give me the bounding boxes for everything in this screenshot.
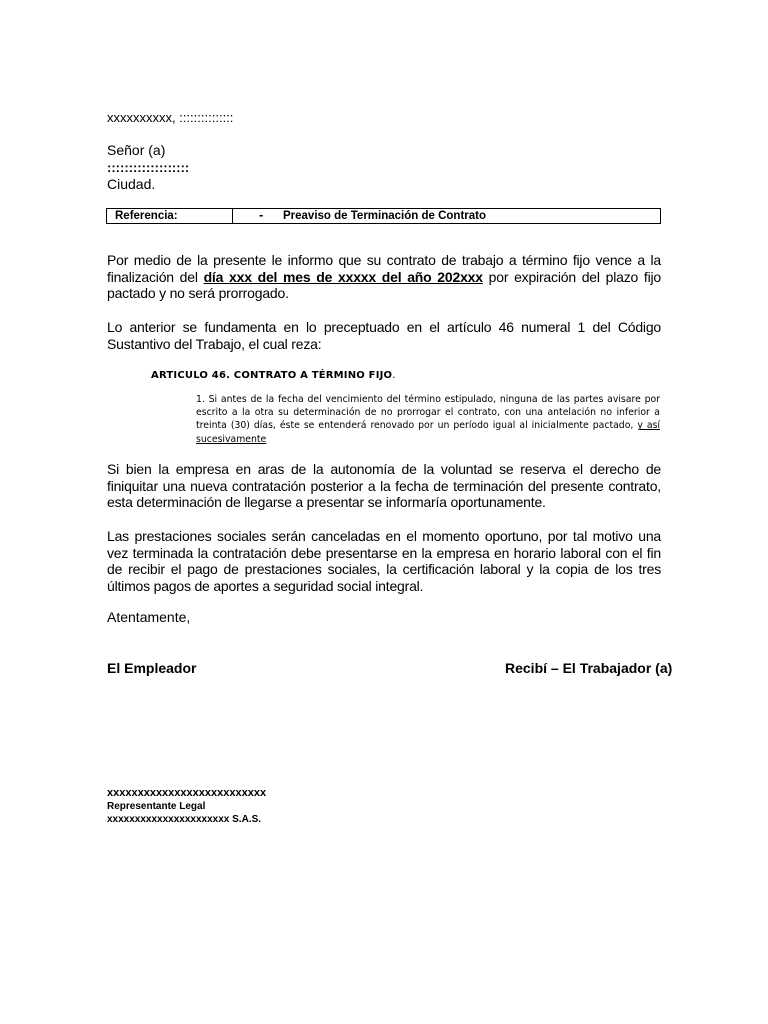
closing: Atentamente,: [107, 609, 191, 625]
paragraph-legal-basis: Lo anterior se fundamenta en lo preceptuado en el artículo 46 numeral 1 del Código Sustantivo del Trabajo, el cual reza:: [107, 319, 661, 352]
reference-dash: -: [259, 207, 264, 222]
recipient-name: :::::::::::::::::::: [107, 160, 190, 175]
reference-box: [106, 208, 661, 224]
salutation: Señor (a): [107, 142, 166, 158]
paragraph-notice-end: por expiración del plazo fijo pactado y no será prorrogado.: [107, 268, 661, 301]
city: Ciudad.: [107, 176, 156, 192]
paragraph-notice: [107, 252, 661, 302]
paragraph-notice-start: Por medio de la presente le informo que su contrato de trabajo a término fijo vence a la finalización del: [107, 252, 661, 285]
article-title-text: ARTICULO 46. CONTRATO A TÉRMINO FIJO: [151, 370, 393, 381]
worker-label: Recibí – El Trabajador (a): [505, 660, 673, 676]
article-quote-underlined: y así sucesivamente: [196, 420, 660, 445]
article-quote-text: 1. Si antes de la fecha del vencimiento del término estipulado, ninguna de las partes avisare por escrito a la otra su determinación de no prorrogar el contrato, con una antelación no inferior a treinta (30) días, éste se entenderá renovado por un período igual al inicialmente pactado,: [196, 394, 660, 432]
employer-label: El Empleador: [107, 660, 197, 676]
article-title: [151, 370, 396, 381]
signature-company: xxxxxxxxxxxxxxxxxxxxxx S.A.S.: [107, 814, 262, 825]
article-title-period: .: [392, 370, 396, 381]
paragraph-benefits: Las prestaciones sociales serán canceladas en el momento oportuno, por tal motivo una vez terminada la contratación debe presentarse en la empresa en horario laboral con el fin de recibir el pago de prestaciones sociales, la certificación laboral y la copia de los tres últimos pagos de aportes a seguridad social integral.: [107, 528, 661, 594]
signature-role: Representante Legal: [107, 801, 206, 812]
place-date: xxxxxxxxxx, :::::::::::::::: [107, 110, 234, 125]
reference-value: Preaviso de Terminación de Contrato: [283, 210, 487, 222]
reference-divider: [232, 209, 233, 223]
reference-label: Referencia:: [115, 210, 178, 222]
expiry-date: día xxx del mes de xxxxx del año 202xxx: [203, 268, 483, 285]
paragraph-renewal: Si bien la empresa en aras de la autonomía de la voluntad se reserva el derecho de finiquitar una nueva contratación posterior a la fecha de terminación del presente contrato, esta determinación de llegarse a presentar se informaría oportunamente.: [107, 461, 661, 510]
signature-name: xxxxxxxxxxxxxxxxxxxxxxxxxx: [107, 787, 267, 799]
article-quote: [196, 393, 660, 446]
